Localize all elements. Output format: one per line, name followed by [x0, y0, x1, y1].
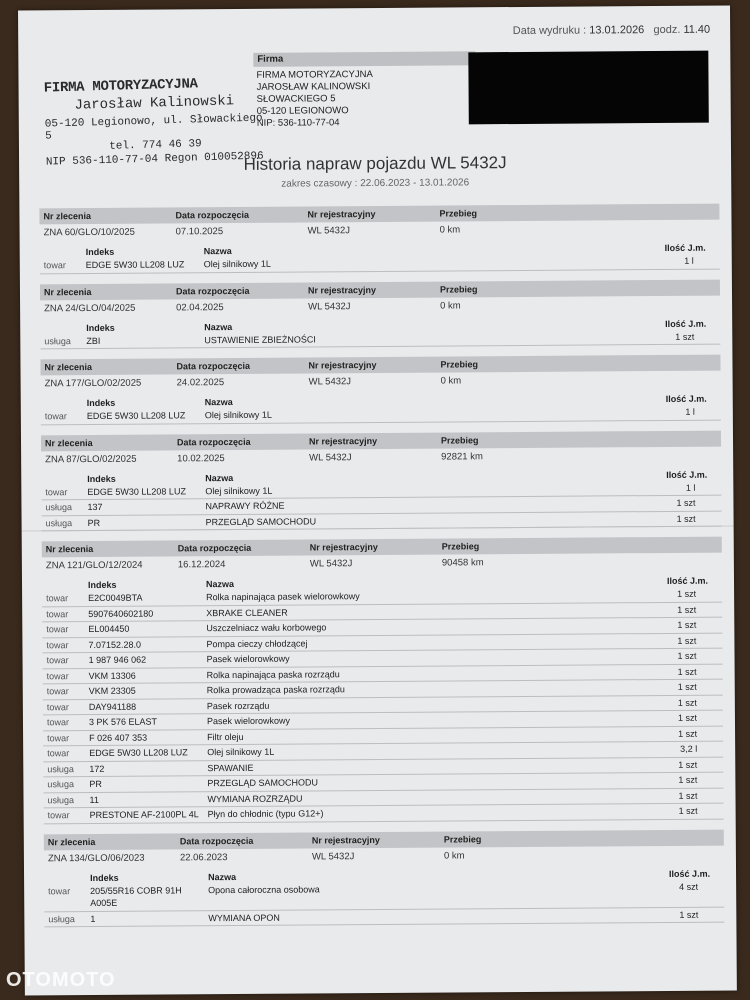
registration-number: WL 5432J	[307, 225, 351, 237]
item-qty: 1 szt	[677, 681, 697, 692]
spacer	[45, 474, 87, 484]
item-name: PRZEGLĄD SAMOCHODU	[207, 777, 318, 789]
column-header: Nr rejestracyjny	[307, 284, 377, 295]
item-index: PR	[87, 517, 101, 528]
item-index: VKM 13306	[88, 670, 136, 681]
print-time-label: godz.	[653, 23, 681, 37]
order-number: ZNA 87/GLO/02/2025	[45, 453, 137, 465]
item-qty: 1 szt	[675, 331, 695, 342]
item-row	[41, 405, 721, 425]
column-header: Nazwa	[205, 578, 235, 590]
item-qty: 1 szt	[677, 697, 697, 708]
qty-unit-header	[496, 576, 718, 588]
column-header: Data rozpoczęcia	[176, 360, 251, 372]
column-header: Nr zlecenia	[44, 361, 93, 373]
column-header: Indeks	[90, 872, 119, 883]
item-qty: 1 szt	[676, 513, 696, 524]
order-number: ZNA 24/GLO/04/2025	[44, 302, 136, 314]
item-name: USTAWIENIE ZBIEŻNOŚCI	[204, 333, 316, 345]
column-header: Nazwa	[204, 396, 233, 408]
order-date: 24.02.2025	[176, 377, 225, 389]
column-header: Nazwa	[204, 321, 233, 332]
column-header: Indeks	[85, 246, 115, 258]
registration-number: WL 5432J	[308, 376, 352, 388]
column-header: Nr rejestracyjny	[308, 359, 377, 371]
column-header: Przebieg	[439, 208, 477, 219]
item-type: towar	[48, 885, 71, 896]
spacer	[46, 580, 88, 590]
order-date: 02.04.2025	[176, 301, 224, 313]
column-header: Przebieg	[441, 541, 480, 552]
item-index: EL004450	[88, 623, 130, 635]
item-index: EDGE 5W30 LL208 LUZ	[85, 259, 185, 271]
mileage: 92821 km	[441, 450, 483, 463]
repair-order	[41, 430, 722, 531]
item-name: Płyn do chłodnic (typu G12+)	[207, 808, 324, 820]
order-date: 07.10.2025	[175, 226, 224, 238]
orders-list	[39, 204, 724, 938]
item-type: usługa	[47, 794, 75, 805]
repair-order	[40, 279, 720, 349]
item-qty: 1 szt	[677, 666, 697, 677]
item-type: towar	[46, 701, 69, 712]
column-header: Data rozpoczęcia	[176, 436, 251, 447]
column-header: Nr zlecenia	[45, 543, 94, 555]
column-header: J.m.	[689, 469, 708, 480]
item-name: Uszczelniacz wału korbowego	[206, 622, 327, 634]
item-index: 5907640602180	[88, 608, 154, 619]
item-index: 172	[89, 763, 105, 774]
item-type: towar	[47, 732, 70, 743]
item-index: 11	[89, 794, 99, 805]
print-date	[513, 24, 710, 37]
item-qty: 1 szt	[678, 805, 698, 816]
column-header: J.m.	[691, 868, 711, 879]
item-type: towar	[46, 624, 69, 635]
printed-document	[18, 6, 737, 996]
repair-order	[42, 537, 724, 824]
item-qty: 1 szt	[678, 774, 698, 785]
stamp-line: tel. 774 46 39	[109, 138, 202, 153]
mileage: 0 km	[439, 224, 461, 236]
column-header: Data rozpoczęcia	[175, 209, 250, 221]
column-header: J.m.	[688, 393, 707, 404]
item-index: E2C0049BTA	[88, 592, 143, 604]
item-qty: 1 szt	[678, 759, 698, 770]
item-qty: 1 szt	[677, 588, 697, 599]
item-qty: 1 szt	[677, 604, 697, 615]
order-number: ZNA 60/GLO/10/2025	[43, 226, 135, 239]
firm-line: JAROSŁAW KALINOWSKI	[256, 81, 371, 93]
item-type: usługa	[47, 763, 74, 774]
column-header: Nr zlecenia	[44, 437, 93, 448]
order-number: ZNA 121/GLO/12/2024	[45, 559, 143, 572]
order-date: 16.12.2024	[177, 559, 226, 571]
item-type: usługa	[45, 502, 73, 513]
item-name: WYMIANA ROZRZĄDU	[207, 793, 303, 804]
item-qty: 1 szt	[677, 712, 697, 723]
column-header: Ilość	[665, 318, 686, 329]
item-name: Olej silnikowy 1L	[207, 746, 275, 758]
item-index: 137	[87, 501, 103, 513]
item-row	[44, 907, 724, 927]
item-type: towar	[46, 717, 70, 728]
column-header: Indeks	[86, 397, 116, 409]
registration-number: WL 5432J	[309, 558, 353, 570]
firm-line: FIRMA MOTORYZACYJNA	[256, 69, 373, 81]
column-header: Nr zlecenia	[43, 210, 92, 222]
column-header: Ilość	[666, 575, 688, 586]
column-header: Przebieg	[440, 359, 479, 370]
date-range: zakres czasowy : 22.06.2023 - 13.01.2026	[281, 177, 470, 190]
item-name: Rolka napinająca paska rozrządu	[206, 668, 340, 680]
item-index: F 026 407 353	[89, 732, 148, 743]
print-time-value: 11.40	[683, 23, 711, 36]
item-type: towar	[43, 260, 66, 271]
item-name: SPAWANIE	[207, 762, 254, 773]
column-header: Ilość	[664, 242, 686, 253]
column-header: Nazwa	[208, 871, 237, 882]
item-type: towar	[47, 748, 70, 759]
column-header: Nazwa	[205, 472, 234, 483]
item-qty: 1 l	[684, 255, 694, 266]
column-header: J.m.	[688, 318, 707, 329]
qty-unit-header	[494, 318, 716, 330]
column-header: Ilość	[668, 868, 690, 879]
stamp-line: NIP 536-110-77-04 Regon 010052896	[45, 150, 264, 169]
repair-order	[39, 204, 719, 274]
column-header: Indeks	[87, 473, 116, 484]
item-index: EDGE 5W30 LL208 LUZ	[87, 485, 186, 497]
order-date: 22.06.2023	[179, 851, 228, 863]
item-name: Rolka prowadząca paska rozrządu	[206, 684, 345, 696]
item-qty: 3,2 l	[680, 743, 698, 754]
item-qty: 1 szt	[676, 497, 696, 508]
item-type: usługa	[45, 517, 73, 528]
column-header: Data rozpoczęcia	[179, 835, 254, 846]
item-index: EDGE 5W30 LL208 LUZ	[89, 747, 188, 759]
mileage: 0 km	[440, 375, 462, 387]
column-header: J.m.	[687, 242, 706, 253]
page-title: Historia napraw pojazdu WL 5432J	[243, 153, 507, 174]
registration-number: WL 5432J	[311, 850, 355, 862]
item-name: Olej silnikowy 1L	[204, 409, 272, 421]
mileage: 0 km	[443, 849, 465, 862]
firm-line: SŁOWACKIEGO 5	[256, 93, 336, 105]
qty-unit-header	[495, 469, 717, 481]
column-header: Nazwa	[203, 245, 232, 257]
repair-order	[40, 355, 720, 425]
column-header: Data rozpoczęcia	[177, 542, 252, 554]
spacer	[45, 398, 87, 408]
item-type: towar	[46, 670, 69, 681]
spacer	[48, 873, 90, 883]
column-header: Ilość	[666, 469, 687, 480]
item-index: 1	[90, 913, 96, 924]
item-type: towar	[47, 810, 70, 821]
item-qty: 1 szt	[677, 619, 697, 630]
print-date-label: Data wydruku :	[512, 24, 587, 38]
item-qty: 4 szt	[679, 881, 699, 892]
item-index: 205/55R16 COBR 91H A005E	[90, 884, 182, 909]
watermark-logo: OTOMOTO	[6, 969, 116, 991]
column-header: Indeks	[86, 322, 115, 333]
firm-line: 05-120 LEGIONOWO	[256, 105, 349, 117]
item-row	[44, 804, 724, 824]
mileage: 90458 km	[441, 557, 484, 569]
mileage: 0 km	[440, 299, 461, 312]
item-qty: 1 l	[685, 482, 696, 493]
item-name: WYMIANA OPON	[208, 912, 280, 923]
item-type: towar	[46, 593, 69, 604]
spacer	[44, 323, 86, 333]
column-header: Przebieg	[440, 434, 479, 446]
firm-block	[253, 51, 476, 130]
item-type: usługa	[47, 779, 74, 790]
order-date: 10.02.2025	[177, 452, 225, 464]
item-index: 3 PK 576 ELAST	[88, 716, 158, 728]
item-qty: 1 szt	[677, 635, 697, 646]
repair-order	[44, 829, 725, 927]
redaction-box	[468, 51, 708, 125]
item-index: EDGE 5W30 LL208 LUZ	[86, 410, 186, 422]
item-name: Pasek wielorowkowy	[206, 653, 290, 665]
column-header: Nr zlecenia	[43, 286, 92, 297]
item-type: towar	[46, 655, 69, 666]
item-name: Filtr oleju	[207, 731, 244, 742]
column-header: Nr rejestracyjny	[307, 208, 376, 220]
item-name: Opona całoroczna osobowa	[208, 883, 320, 895]
item-index: PRESTONE AF-2100PL 4L	[89, 809, 199, 821]
qty-unit-header	[498, 868, 720, 880]
column-header: Ilość	[665, 393, 687, 404]
registration-number: WL 5432J	[308, 300, 351, 312]
registration-number: WL 5432J	[309, 451, 352, 463]
column-header: Nr rejestracyjny	[308, 435, 378, 446]
item-type: towar	[45, 486, 68, 497]
item-type: usługa	[44, 335, 71, 346]
stamp-line: 05-120 Legionowo, ul. Słowackiego 5	[44, 112, 263, 143]
qty-unit-header	[495, 394, 717, 406]
print-date-value: 13.01.2026	[589, 24, 645, 37]
stamp-line: Jarosław Kalinowski	[74, 93, 235, 114]
column-header: Indeks	[87, 579, 117, 591]
item-name: Olej silnikowy 1L	[203, 258, 271, 270]
item-index: PR	[89, 778, 102, 790]
column-header: Przebieg	[439, 283, 478, 295]
qty-unit-header	[494, 243, 716, 255]
item-name: PRZEGLĄD SAMOCHODU	[205, 515, 317, 527]
item-name: Pasek rozrządu	[206, 700, 270, 711]
item-index: 1 987 946 062	[88, 654, 147, 666]
column-header: Nr rejestracyjny	[311, 834, 380, 845]
column-header: Data rozpoczęcia	[175, 285, 250, 296]
item-index: 7.07152.28.0	[88, 639, 142, 650]
firm-header: Firma	[253, 51, 475, 67]
firm-line: NIP: 536-110-77-04	[256, 117, 340, 129]
item-index: DAY941188	[88, 701, 137, 712]
column-header: Przebieg	[443, 833, 482, 845]
item-name: Rolka napinająca pasek wielorowkowy	[206, 591, 360, 603]
spacer	[44, 247, 86, 257]
item-name: Pasek wielorowkowy	[206, 715, 291, 727]
item-type: towar	[46, 608, 69, 619]
column-header: J.m.	[689, 575, 709, 586]
item-qty: 1 szt	[677, 650, 697, 661]
item-qty: 1 l	[685, 406, 695, 417]
item-name: Olej silnikowy 1L	[205, 485, 273, 496]
item-qty: 1 szt	[678, 728, 698, 739]
item-qty: 1 szt	[679, 909, 699, 920]
item-qty: 1 szt	[678, 790, 698, 801]
item-name: XBRAKE CLEANER	[206, 607, 288, 618]
item-index: VKM 23305	[88, 685, 136, 697]
item-type: usługa	[48, 913, 75, 924]
column-header: Nr rejestracyjny	[309, 541, 378, 553]
item-name: Pompa cieczy chłodzącej	[206, 637, 308, 649]
order-number: ZNA 134/GLO/06/2023	[47, 852, 145, 864]
item-type: towar	[44, 411, 67, 422]
item-type: towar	[46, 639, 69, 650]
item-index: ZBI	[86, 335, 101, 346]
item-type: towar	[46, 686, 69, 697]
stamp-line: FIRMA MOTORYZACYJNA	[43, 76, 198, 97]
item-name: NAPRAWY RÓŻNE	[205, 500, 285, 512]
order-number: ZNA 177/GLO/02/2025	[44, 377, 142, 390]
column-header: Nr zlecenia	[47, 836, 96, 847]
